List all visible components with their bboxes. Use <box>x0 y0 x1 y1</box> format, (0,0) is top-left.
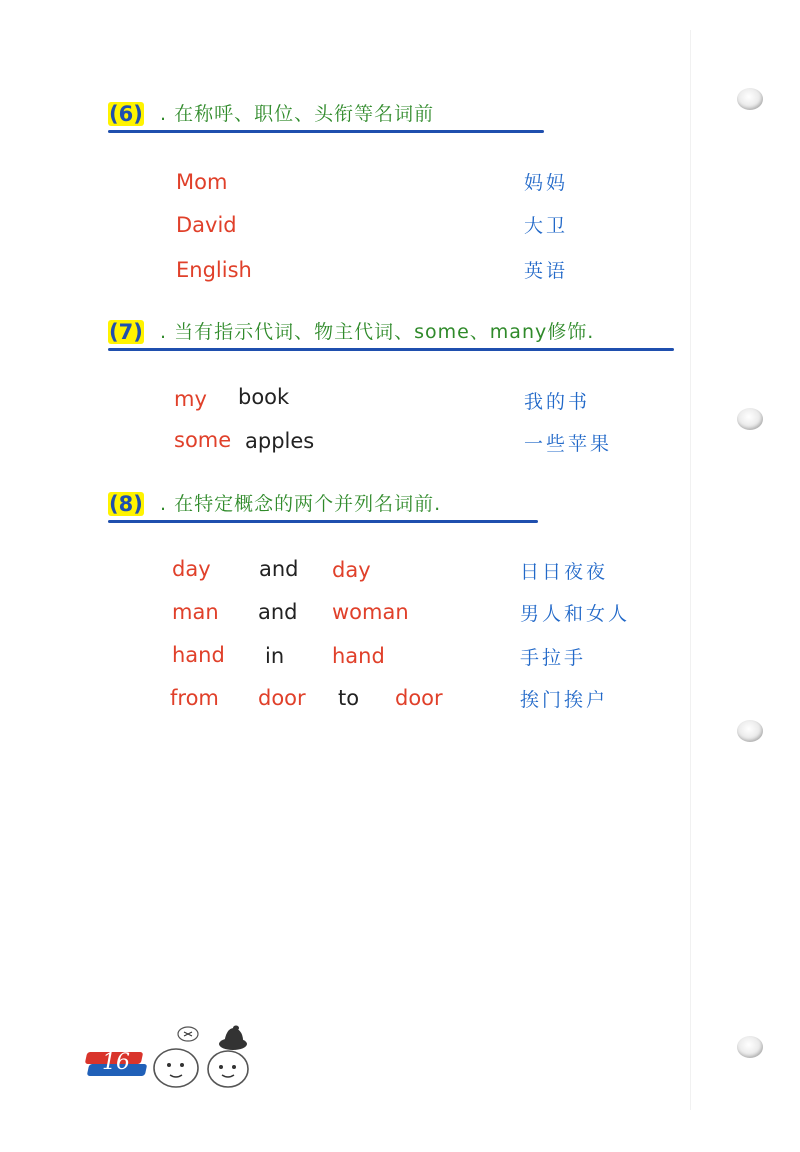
section-underline <box>108 520 538 523</box>
phrase-word: apples <box>245 429 315 453</box>
phrase-word: door <box>395 686 443 710</box>
term-chinese: 日日夜夜 <box>520 561 609 583</box>
phrase-word: to <box>338 686 360 710</box>
section-7-heading <box>108 318 683 348</box>
section-number: (6) <box>109 102 143 126</box>
section-8-heading <box>108 490 548 520</box>
phrase-word: from <box>170 686 219 710</box>
term-chinese: 英语 <box>524 260 569 282</box>
term-chinese: 大卫 <box>524 215 569 237</box>
phrase-word: and <box>259 557 299 581</box>
binder-hole-icon <box>737 1036 763 1058</box>
cartoon-characters-icon <box>148 1022 268 1092</box>
binder-hole-icon <box>737 720 763 742</box>
term-english: English <box>176 258 252 282</box>
term-chinese: 妈妈 <box>524 172 569 194</box>
phrase-word: in <box>265 644 285 668</box>
section-title: . 在称呼、职位、头衔等名词前 <box>160 103 435 125</box>
section-underline <box>108 348 674 351</box>
section-title: . 当有指示代词、物主代词、some、many修饰. <box>160 321 595 343</box>
binder-hole-icon <box>737 408 763 430</box>
section-title: . 在特定概念的两个并列名词前. <box>160 493 442 515</box>
phrase-word: door <box>258 686 306 710</box>
page-number: 16 <box>102 1050 130 1075</box>
term-chinese: 男人和女人 <box>520 603 631 625</box>
phrase-word: woman <box>332 600 409 624</box>
phrase-word: day <box>332 558 371 582</box>
page-number-badge <box>86 1048 146 1082</box>
term-chinese: 一些苹果 <box>524 433 613 455</box>
term-chinese: 我的书 <box>524 391 591 413</box>
section-number: (7) <box>109 320 143 344</box>
phrase-word: day <box>172 557 211 581</box>
phrase-word: and <box>258 600 298 624</box>
term-english: Mom <box>176 170 228 194</box>
section-underline <box>108 130 544 133</box>
phrase-word: man <box>172 600 219 624</box>
phrase-word: some <box>174 428 232 452</box>
phrase-word: book <box>238 385 290 409</box>
phrase-word: hand <box>172 643 225 667</box>
phrase-word: my <box>174 387 207 411</box>
phrase-word: hand <box>332 644 385 668</box>
term-english: David <box>176 213 237 237</box>
page-edge-line <box>690 30 691 1110</box>
term-chinese: 挨门挨户 <box>520 689 609 711</box>
term-chinese: 手拉手 <box>520 647 587 669</box>
binder-hole-icon <box>737 88 763 110</box>
section-number: (8) <box>109 492 143 516</box>
section-6-heading <box>108 100 548 130</box>
